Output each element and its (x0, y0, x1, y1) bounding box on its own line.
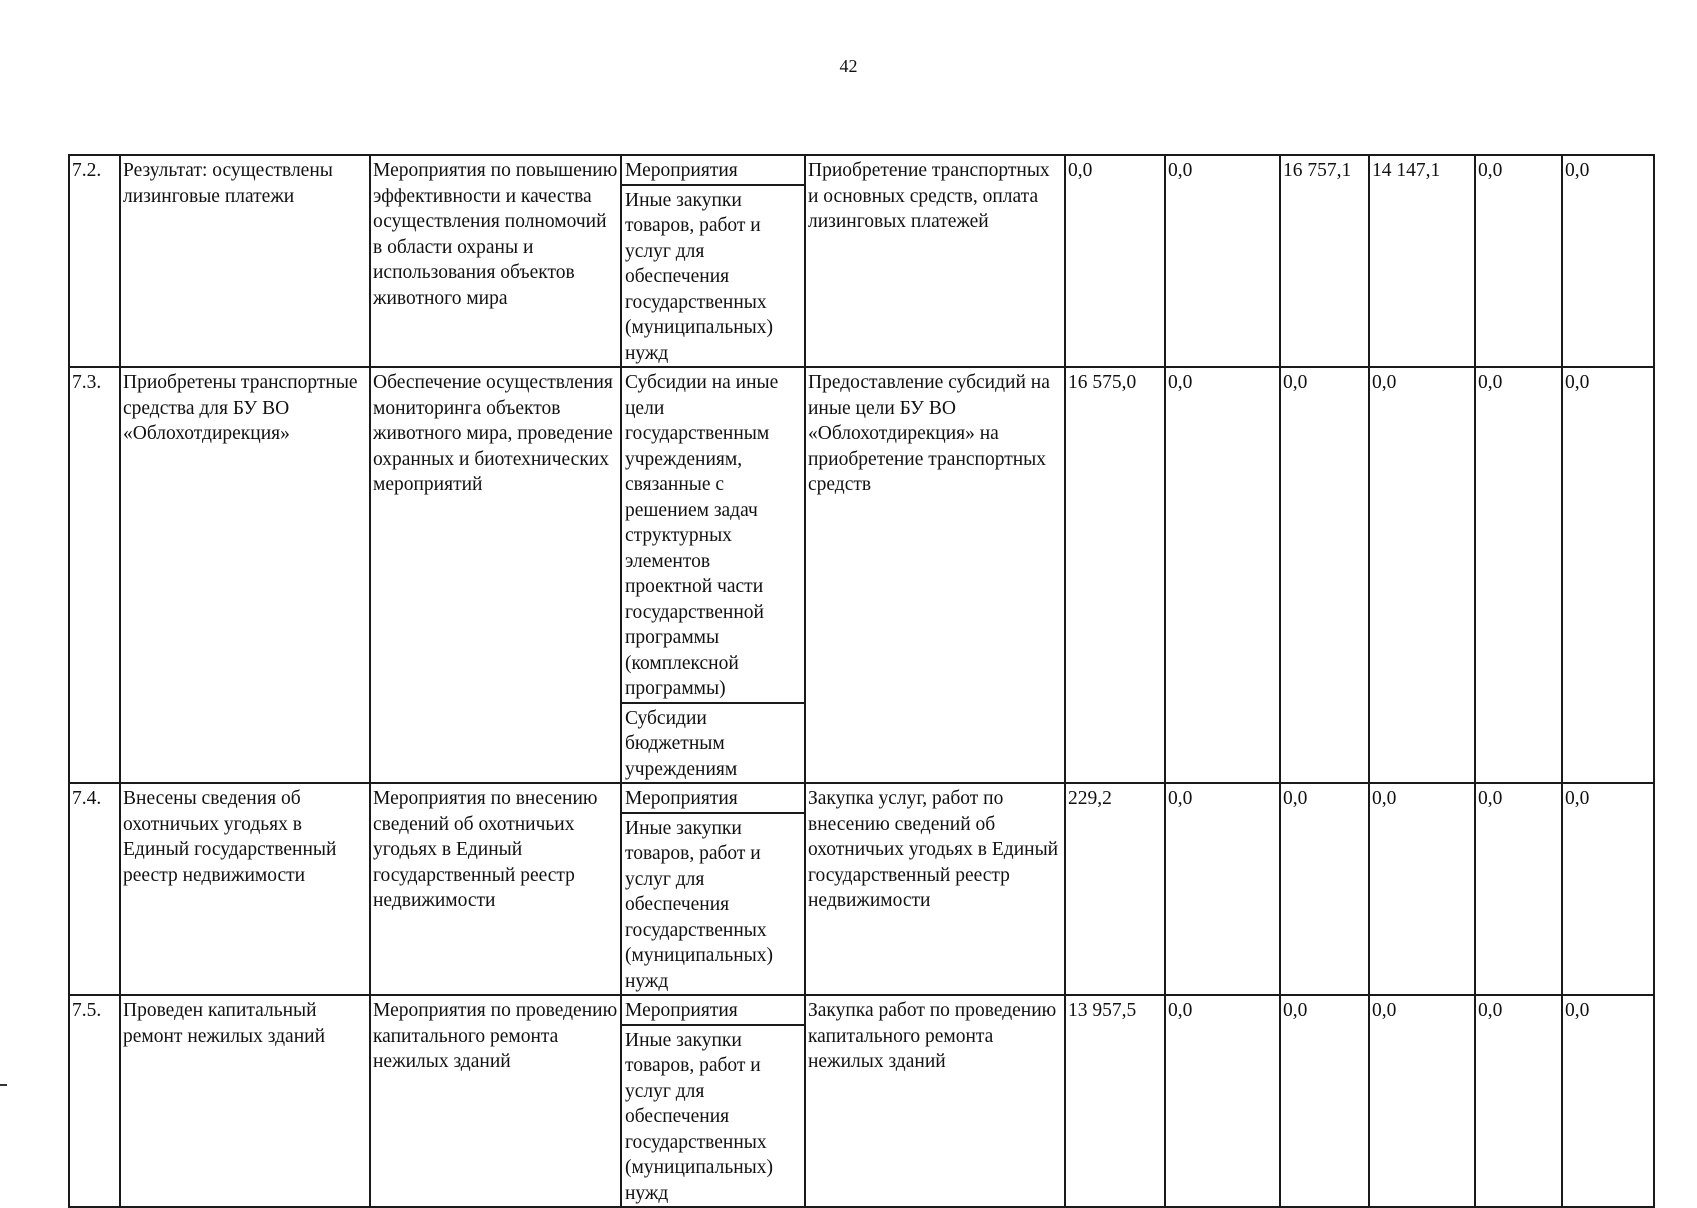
budget-table (68, 154, 1655, 1208)
result-cell: Внесены сведения об охотничьих угодьях в Единый государственный реестр недвижимости (120, 783, 370, 995)
purpose-cell: Предоставление субсидий на иные цели БУ ВО «Облохотдирекция» на приобретение транспортных средств (805, 367, 1065, 783)
activity-cell: Обеспечение осуществления мониторинга объектов животного мира, проведение охранных и биотехнических мероприятий (370, 367, 621, 783)
value-cell-1: 229,2 (1065, 783, 1165, 995)
value-cell-2: 0,0 (1165, 783, 1280, 995)
row-number: 7.4. (69, 783, 120, 995)
value-cell-1: 0,0 (1065, 155, 1165, 367)
value-cell-3: 0,0 (1280, 995, 1369, 1207)
value-cell-5: 0,0 (1475, 367, 1562, 783)
value-cell-4: 0,0 (1369, 995, 1475, 1207)
value-cell-4: 14 147,1 (1369, 155, 1475, 367)
value-cell-3: 0,0 (1280, 783, 1369, 995)
expense-type-cell (621, 367, 805, 783)
expense-type-cell (621, 995, 805, 1207)
value-cell-3: 0,0 (1280, 367, 1369, 783)
purpose-cell: Закупка работ по проведению капитального ремонта нежилых зданий (805, 995, 1065, 1207)
table-row (69, 155, 1654, 367)
value-cell-4: 0,0 (1369, 783, 1475, 995)
scan-edge-mark (0, 1084, 7, 1086)
value-cell-2: 0,0 (1165, 995, 1280, 1207)
expense-type-primary: Мероприятия (625, 1000, 738, 1021)
expense-type-primary: Мероприятия (625, 160, 738, 181)
expense-type-secondary: Иные закупки товаров, работ и услуг для обеспечения государственных (муниципальных) нужд (622, 184, 804, 367)
row-number: 7.5. (69, 995, 120, 1207)
value-cell-5: 0,0 (1475, 783, 1562, 995)
expense-type-primary: Мероприятия (625, 788, 738, 809)
result-cell: Результат: осуществлены лизинговые платежи (120, 155, 370, 367)
expense-type-secondary: Иные закупки товаров, работ и услуг для обеспечения государственных (муниципальных) нужд (622, 1024, 804, 1207)
result-cell: Приобретены транспортные средства для БУ ВО «Облохотдирекция» (120, 367, 370, 783)
table-row (69, 783, 1654, 995)
activity-cell: Мероприятия по проведению капитального ремонта нежилых зданий (370, 995, 621, 1207)
value-cell-1: 16 575,0 (1065, 367, 1165, 783)
expense-type-secondary: Субсидии бюджетным учреждениям (622, 702, 804, 783)
value-cell-5: 0,0 (1475, 995, 1562, 1207)
purpose-cell: Приобретение транспортных и основных средств, оплата лизинговых платежей (805, 155, 1065, 367)
value-cell-4: 0,0 (1369, 367, 1475, 783)
value-cell-3: 16 757,1 (1280, 155, 1369, 367)
value-cell-2: 0,0 (1165, 367, 1280, 783)
value-cell-1: 13 957,5 (1065, 995, 1165, 1207)
row-number: 7.2. (69, 155, 120, 367)
result-cell: Проведен капитальный ремонт нежилых зданий (120, 995, 370, 1207)
value-cell-6: 0,0 (1562, 367, 1654, 783)
value-cell-6: 0,0 (1562, 155, 1654, 367)
value-cell-6: 0,0 (1562, 783, 1654, 995)
activity-cell: Мероприятия по внесению сведений об охотничьих угодьях в Единый государственный реестр недвижимости (370, 783, 621, 995)
expense-type-cell (621, 155, 805, 367)
page-number: 42 (839, 56, 858, 76)
value-cell-2: 0,0 (1165, 155, 1280, 367)
expense-type-cell (621, 783, 805, 995)
expense-type-primary: Субсидии на иные цели государственным учреждениям, связанные с решением задач структурных элементов проектной части государственной программы (комплексной программы) (625, 372, 779, 699)
value-cell-6: 0,0 (1562, 995, 1654, 1207)
row-number: 7.3. (69, 367, 120, 783)
expense-type-secondary: Иные закупки товаров, работ и услуг для обеспечения государственных (муниципальных) нужд (622, 812, 804, 995)
table-row (69, 367, 1654, 783)
table-row (69, 995, 1654, 1207)
value-cell-5: 0,0 (1475, 155, 1562, 367)
purpose-cell: Закупка услуг, работ по внесению сведений об охотничьих угодьях в Единый государственный реестр недвижимости (805, 783, 1065, 995)
activity-cell: Мероприятия по повышению эффективности и качества осуществления полномочий в области охраны и использования объектов животного мира (370, 155, 621, 367)
